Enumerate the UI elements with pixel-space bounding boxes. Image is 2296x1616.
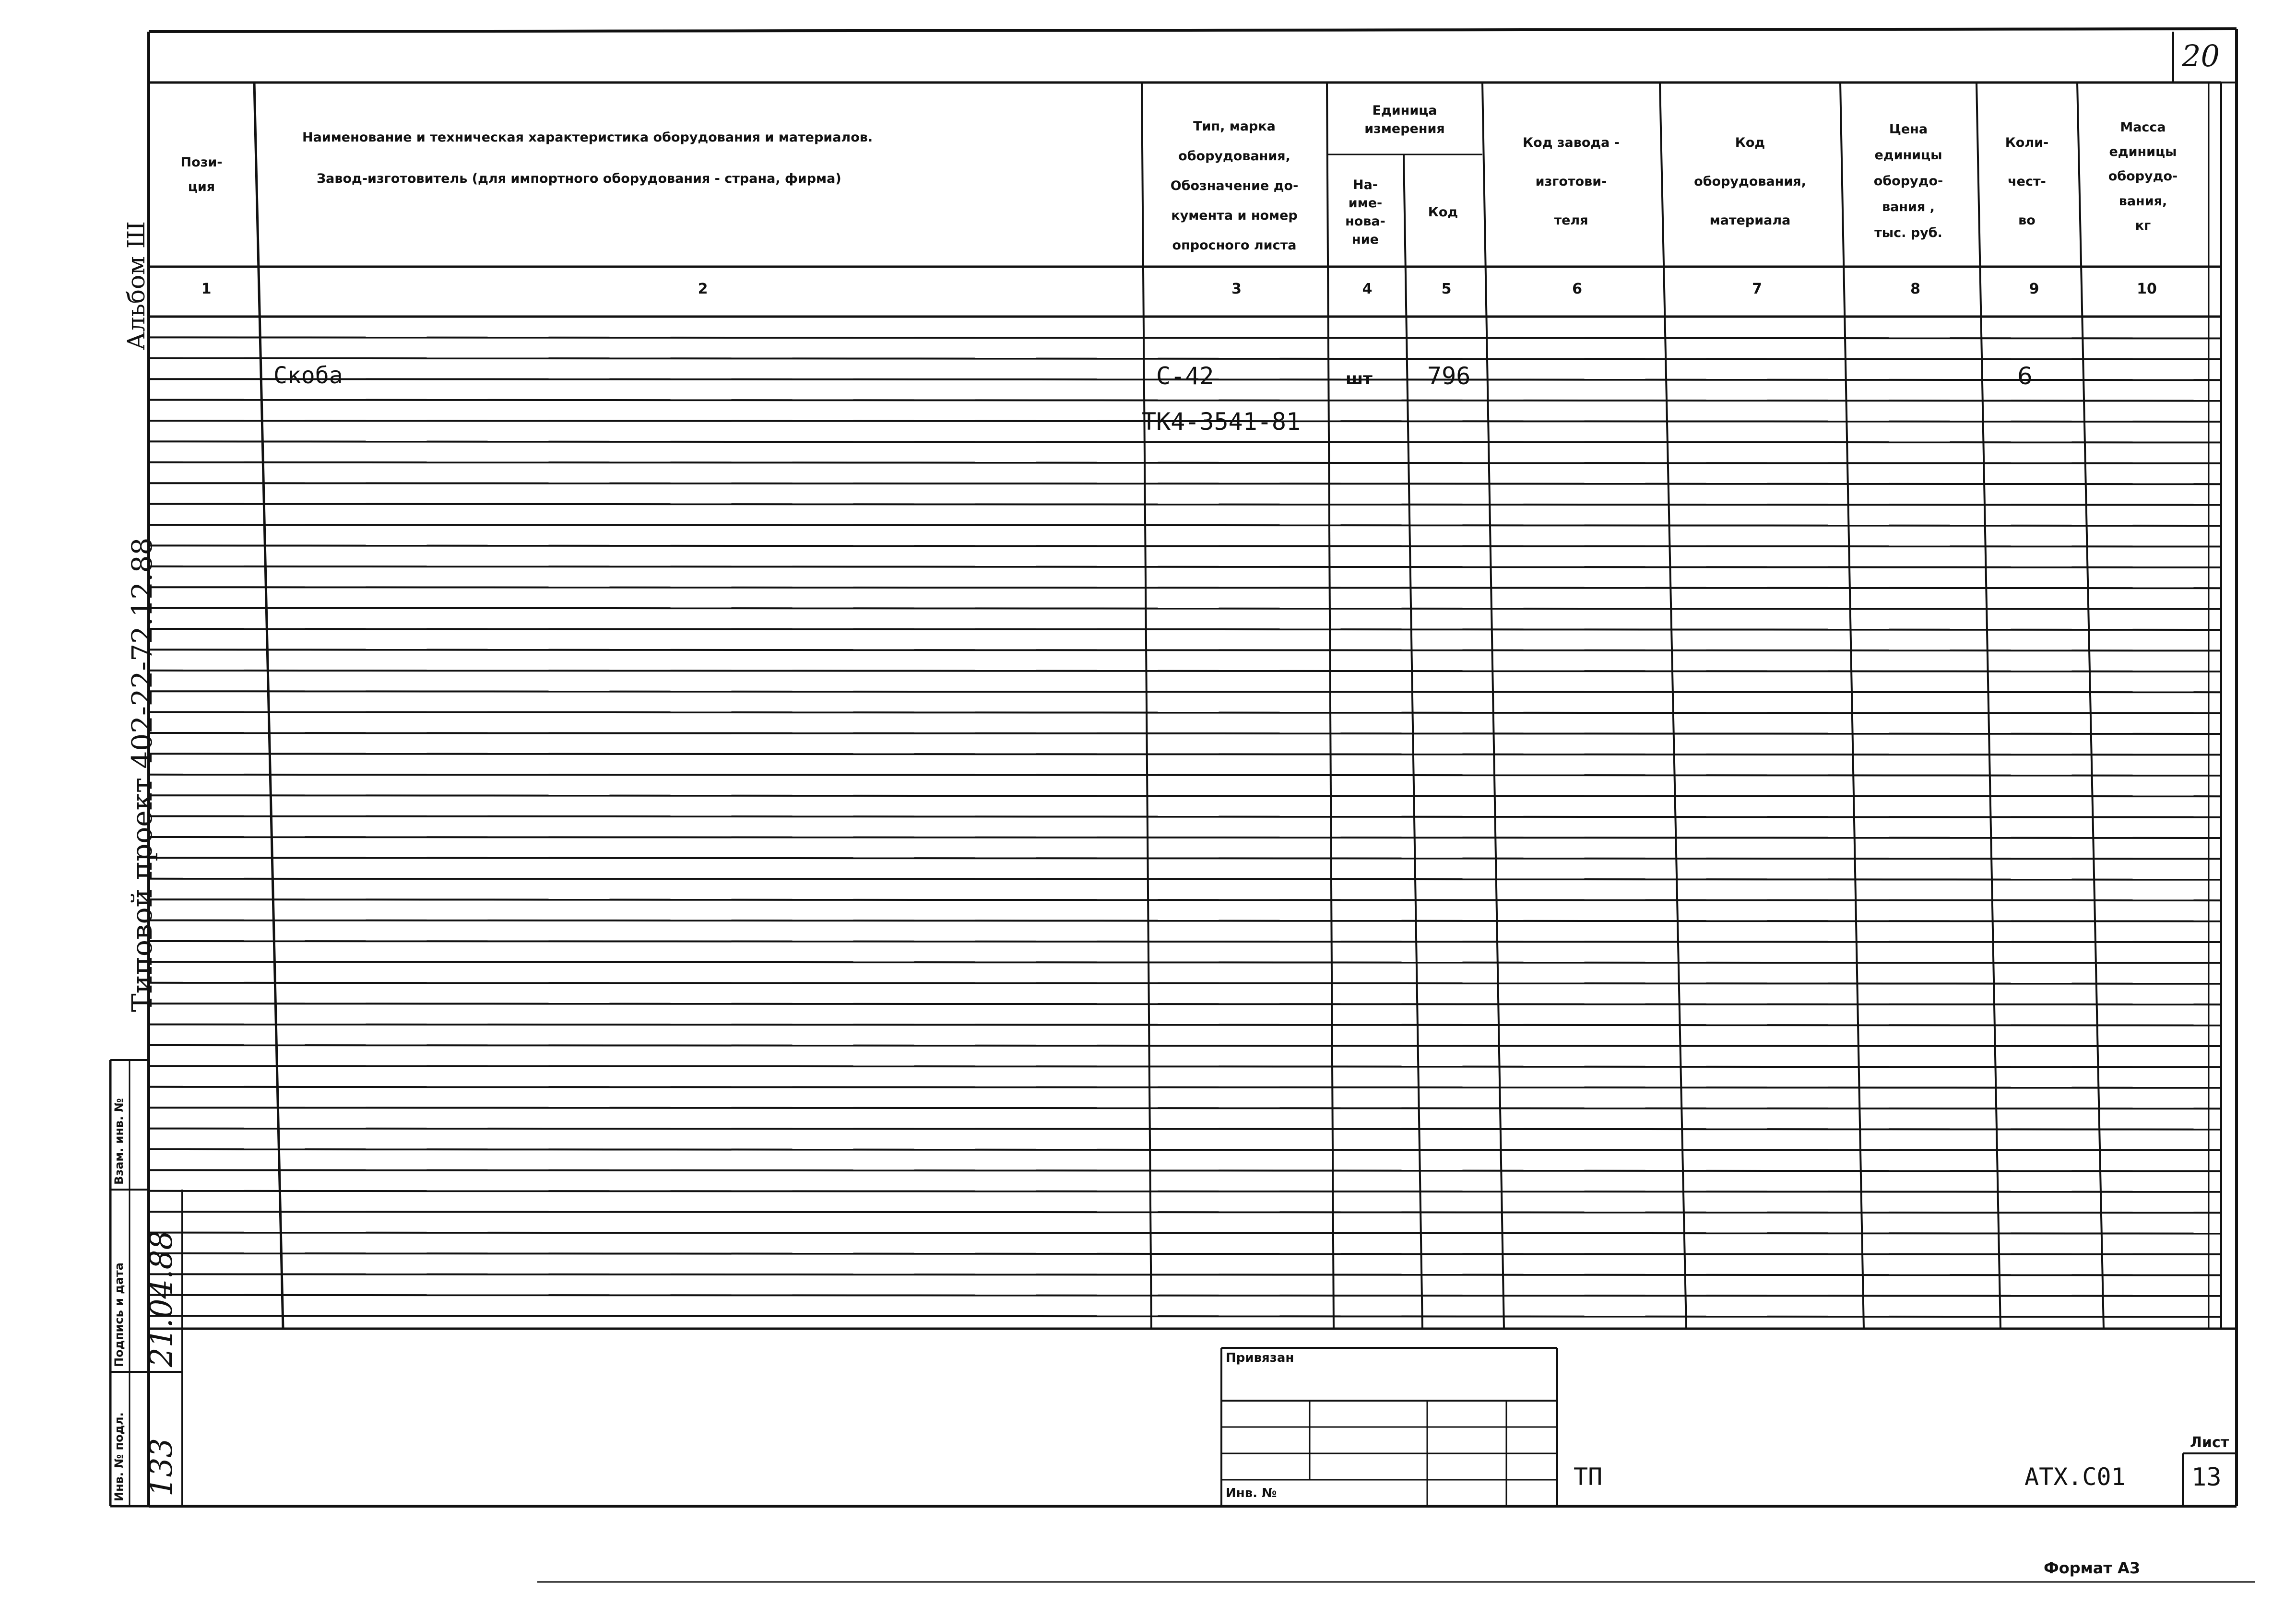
- stamp-code: АТХ.С01: [2024, 1463, 2126, 1491]
- header-name: Наименование и техническая характеристика оборудования и материалов. Завод-изготовитель (для импортного оборудования - страна, фирма): [302, 130, 873, 186]
- stamp-list-number: 13: [2191, 1463, 2222, 1492]
- table-row-line: [149, 337, 2221, 338]
- table-row-line: [149, 879, 2221, 880]
- table-row-line: [149, 733, 2221, 734]
- table-row-line: [149, 1170, 2221, 1171]
- header-position: Пози- ция: [180, 154, 223, 194]
- col-number: 8: [1910, 281, 1920, 297]
- table-row-line: [149, 858, 2221, 859]
- col-number: 9: [2029, 281, 2039, 297]
- header-type: Тип, марка оборудования, Обозначение до- кумента и номер опросного листа: [1170, 118, 1299, 253]
- header-quantity: Коли- чест- во: [2005, 135, 2049, 228]
- table-row-line: [149, 1149, 2221, 1150]
- table-row-line: [149, 441, 2221, 442]
- table-row-line: [149, 1191, 2221, 1192]
- col-number: 10: [2137, 281, 2157, 297]
- table-row-line: [149, 795, 2221, 796]
- podpis-label: Подпись и дата: [112, 1262, 126, 1367]
- row-1-name: Скоба: [273, 362, 343, 389]
- table-row-line: [149, 1066, 2221, 1067]
- table-row-line: [149, 608, 2221, 609]
- row-2-type: ТК4-3541-81: [1142, 408, 1301, 436]
- header-unit-code: Код: [1428, 205, 1458, 220]
- table-row-line: [149, 649, 2221, 650]
- table-row-line: [149, 1316, 2221, 1317]
- table-row-line: [149, 712, 2221, 713]
- table-row-line: [149, 629, 2221, 630]
- table-row-line: [149, 983, 2221, 984]
- table-row-line: [149, 754, 2221, 755]
- table-row-line: [149, 837, 2221, 838]
- table-row-line: [149, 962, 2221, 963]
- table-row-line: [149, 899, 2221, 900]
- header-equipment-code: Код оборудования, материала: [1694, 135, 1806, 228]
- header-unit: Единица измерения: [1364, 103, 1445, 136]
- table-row-line: [149, 1108, 2221, 1109]
- table-row-line: [149, 1253, 2221, 1254]
- col-number: 2: [698, 281, 708, 297]
- vzam-inv-label: Взам. инв. №: [112, 1098, 126, 1185]
- row-1-type: С-42: [1156, 362, 1214, 390]
- table-row-line: [149, 1274, 2221, 1275]
- podpis-value: 21.04.88: [144, 1230, 179, 1367]
- header-unit-name: На- име- нова- ние: [1345, 177, 1385, 247]
- table-row-line: [149, 566, 2221, 567]
- table-row-line: [149, 400, 2221, 401]
- row-1-qty: 6: [2017, 362, 2033, 390]
- stamp-list-label: Лист: [2190, 1434, 2229, 1451]
- table-row-line: [149, 775, 2221, 776]
- table-row-line: [149, 504, 2221, 505]
- row-1-code: 796: [1427, 362, 1471, 390]
- table-row-line: [149, 545, 2221, 546]
- table-row-line: [149, 358, 2221, 359]
- table-row-line: [149, 671, 2221, 672]
- header-price: Цена единицы оборудо- вания , тыс. руб.: [1873, 122, 1943, 240]
- stamp-privyazan: Привязан: [1226, 1351, 1294, 1365]
- table-row-line: [149, 1025, 2221, 1026]
- table-row-line: [149, 525, 2221, 526]
- table-row-line: [149, 920, 2221, 921]
- table-row-line: [149, 483, 2221, 484]
- table-row-line: [149, 816, 2221, 817]
- col-number: 5: [1441, 281, 1452, 297]
- col-number: 7: [1752, 281, 1762, 297]
- col-number: 3: [1231, 281, 1242, 297]
- album-label: Альбом Ш: [122, 221, 150, 350]
- table-row-line: [149, 1233, 2221, 1234]
- table-row-line: [149, 1087, 2221, 1088]
- project-label: Типовой проект 402-22-72.12.88: [126, 537, 158, 1012]
- header-mass: Масса единицы оборудо- вания, кг: [2108, 119, 2178, 233]
- inv-podl-label: Инв. № подл.: [112, 1412, 126, 1501]
- col-number: 6: [1572, 281, 1582, 297]
- col-number: 1: [201, 281, 212, 297]
- header-maker-code: Код завода - изготови- теля: [1523, 135, 1620, 228]
- table-row-line: [149, 1003, 2221, 1004]
- table-row-line: [149, 941, 2221, 942]
- row-1-unit: шт: [1346, 369, 1373, 389]
- format-label: Формат А3: [2044, 1559, 2141, 1577]
- table-row-line: [149, 1129, 2221, 1130]
- table-row-line: [149, 1212, 2221, 1213]
- inv-podl-value: 133: [144, 1438, 179, 1497]
- stamp-tp: ТП: [1574, 1463, 1603, 1491]
- stamp-inv-no: Инв. №: [1226, 1486, 1277, 1500]
- page-number-top: 20: [2182, 38, 2220, 73]
- table-row-line: [149, 691, 2221, 692]
- table-row-line: [149, 1295, 2221, 1296]
- table-row-line: [149, 1045, 2221, 1046]
- col-number: 4: [1362, 281, 1373, 297]
- table-row-line: [149, 587, 2221, 588]
- table-row-line: [149, 462, 2221, 463]
